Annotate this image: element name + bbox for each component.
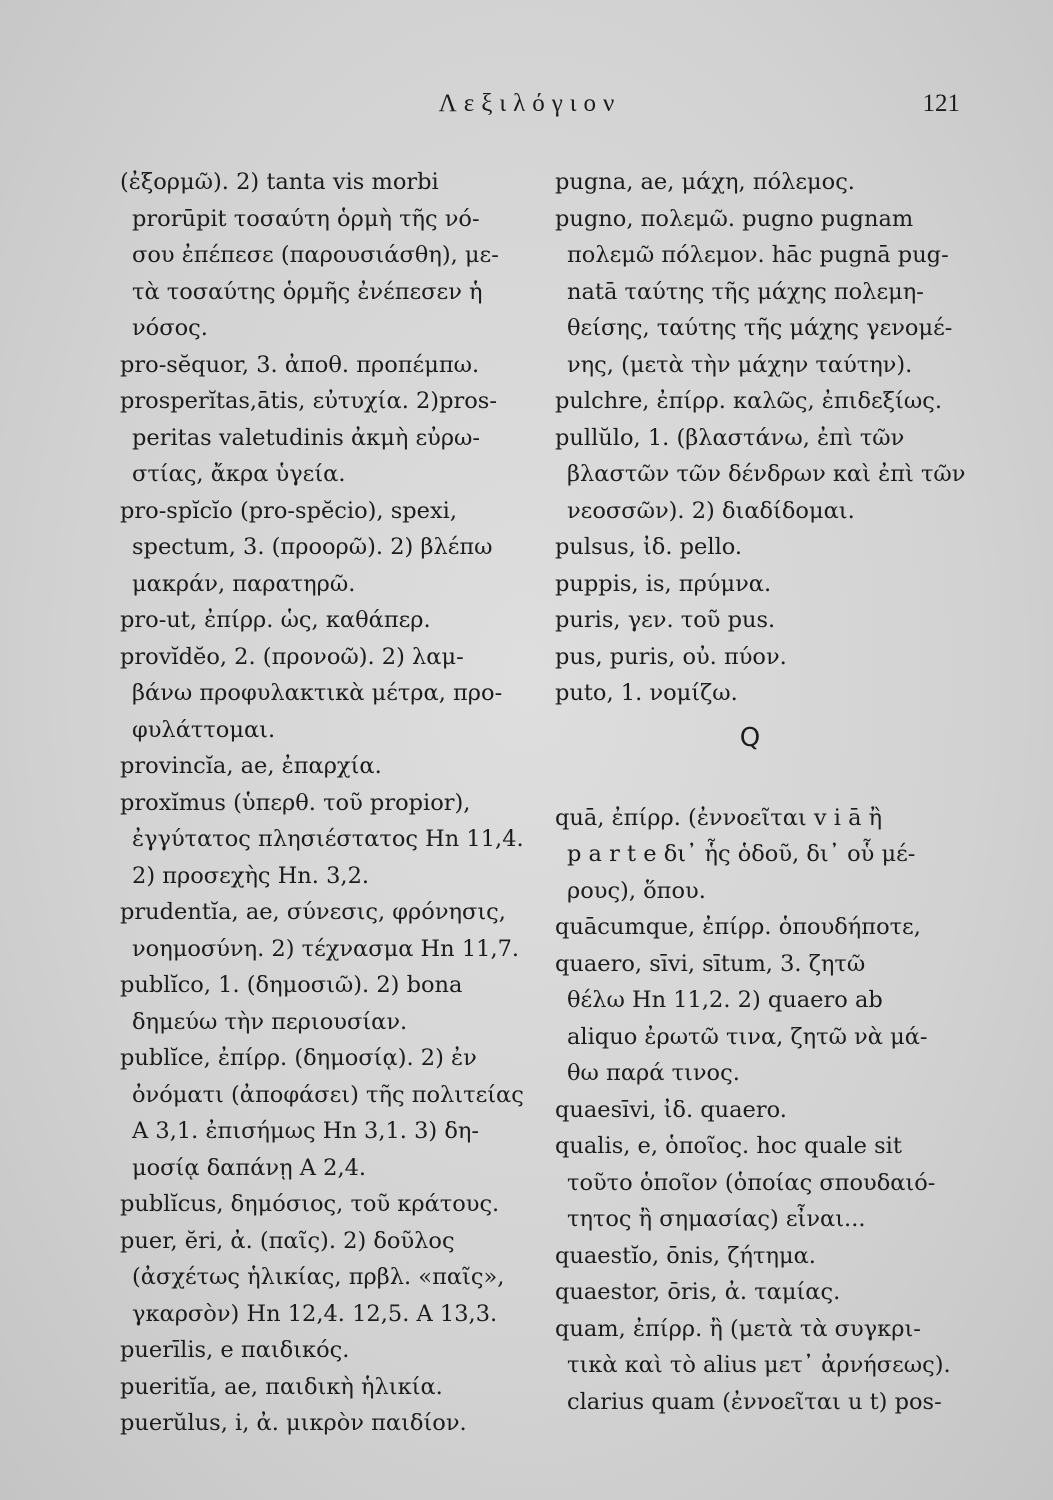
entry-line: puris, γεν. τοῦ pus. — [555, 607, 776, 633]
entry-line: pro-sĕquor, 3. ἀποθ. προπέμπω. — [120, 351, 480, 378]
entry-line: pro-spĭcĭo (pro-spĕcio), spexi, — [120, 497, 458, 524]
entry-line: pulchre, ἐπίρρ. καλῶς, ἐπιδεξίως. — [555, 388, 942, 414]
entry-line: provĭdĕo, 2. (προνοῶ). 2) λαμ- — [120, 643, 464, 670]
text-line: μοσίᾳ δαπάνῃ A 2,4. — [132, 1154, 367, 1181]
text-line: τικὰ καὶ τὸ alius μετ᾽ ἀρνήσεως). — [567, 1352, 951, 1378]
right-column — [555, 164, 975, 1420]
entry-line: puerŭlus, i, ἀ. μικρὸν παιδίον. — [120, 1410, 467, 1436]
entry-line: provincĭa, ae, ἐπαρχία. — [120, 753, 382, 779]
text-line: γκαρσὸν) Hn 12,4. 12,5. A 13,3. — [132, 1300, 498, 1327]
text-line: τὰ τοσαύτης ὁρμῆς ἐνέπεσεν ἡ — [132, 278, 483, 305]
page-number: 121 — [922, 90, 960, 117]
entry-line: publĭco, 1. (δημοσιῶ). 2) bona — [120, 972, 463, 998]
text-line: ἐγγύτατος πλησιέστατος Hn 11,4. — [132, 826, 524, 852]
text-line: τοῦτο ὁποῖον (ὁποίας σπουδαιό- — [567, 1169, 936, 1196]
entry-line: prosperĭtas,ātis, εὐτυχία. 2)pros- — [120, 388, 497, 414]
text-line: νεοσσῶν). 2) διαδίδομαι. — [567, 497, 855, 524]
running-header-title: Λεξιλόγιον — [438, 90, 622, 117]
text-line: aliquo ἐρωτῶ τινα, ζητῶ νὰ μά- — [567, 1023, 928, 1050]
text-line: 2) προσεχὴς Hn. 3,2. — [132, 862, 370, 889]
entry-line: quaestĭo, ōnis, ζήτημα. — [555, 1242, 816, 1269]
text-line: θω παρά τινος. — [567, 1060, 740, 1086]
left-column — [120, 164, 535, 1442]
section-spacer — [555, 764, 975, 800]
text-line: ὀνόματι (ἀποφάσει) τῆς πολιτείας — [132, 1081, 524, 1108]
text-line: (ἐξορμῶ). 2) tanta vis morbi — [120, 169, 439, 195]
text-line: σου ἐπέπεσε (παρουσιάσθη), με- — [132, 242, 499, 268]
entry-line: publĭce, ἐπίρρ. (δημοσίᾳ). 2) ἐν — [120, 1045, 477, 1071]
entry-line: puto, 1. νομίζω. — [555, 680, 738, 706]
text-line: A 3,1. ἐπισήμως Hn 3,1. 3) δη- — [132, 1118, 479, 1144]
text-line: spectum, 3. (προορῶ). 2) βλέπω — [132, 534, 493, 560]
text-line: βλαστῶν τῶν δένδρων καὶ ἐπὶ τῶν — [567, 461, 966, 487]
text-line: βάνω προφυλακτικὰ μέτρα, προ- — [132, 680, 503, 706]
entry-line: pus, puris, οὐ. πύον. — [555, 643, 787, 670]
text-line: πολεμῶ πόλεμον. hāc pugnā pug- — [567, 242, 949, 268]
text-line: θείσης, ταύτης τῆς μάχης γενομέ- — [567, 315, 953, 341]
entry-line: publĭcus, δημόσιος, τοῦ κράτους. — [120, 1191, 500, 1217]
entry-line: quam, ἐπίρρ. ἢ (μετὰ τὰ συγκρι- — [555, 1315, 921, 1342]
entry-line: puerīlis, e παιδικός. — [120, 1337, 350, 1363]
entry-line: quācumque, ἐπίρρ. ὁπουδήποτε, — [555, 914, 921, 940]
text-line: στίας, ἄκρα ὑγεία. — [132, 461, 346, 487]
text-line: p a r t e δι᾽ ἧς ὁδοῦ, δι᾽ οὗ μέ- — [567, 841, 916, 867]
text-line: νόσος. — [132, 315, 208, 341]
entry-line: puer, ĕri, ἀ. (παῖς). 2) δοῦλος — [120, 1227, 455, 1254]
text-line: θέλω Hn 11,2. 2) quaero ab — [567, 987, 883, 1013]
section-letter-heading: Q — [739, 722, 761, 753]
entry-line: proxĭmus (ὑπερθ. τοῦ propior), — [120, 789, 471, 816]
text-line: νης, (μετὰ τὴν μάχην ταύτην). — [567, 351, 913, 378]
text-line: μακράν, παρατηρῶ. — [132, 570, 356, 597]
entry-line: quā, ἐπίρρ. (ἐννοεῖται v i ā ἢ — [555, 804, 883, 831]
entry-line: prudentĭa, ae, σύνεσις, φρόνησις, — [120, 899, 506, 925]
text-line: δημεύω τὴν περιουσίαν. — [132, 1008, 408, 1035]
entry-line: puppis, is, πρύμνα. — [555, 570, 772, 597]
text-line: ρους), ὅπου. — [567, 877, 706, 904]
entry-line: pro-ut, ἐπίρρ. ὡς, καθάπερ. — [120, 607, 431, 633]
entry-line: quaero, sīvi, sītum, 3. ζητῶ — [555, 950, 866, 977]
text-line: φυλάττομαι. — [132, 716, 276, 743]
text-line: peritas valetudinis ἀκμὴ εὐρω- — [132, 424, 481, 451]
text-line: clarius quam (ἐννοεῖται u t) pos- — [567, 1388, 942, 1415]
text-line: natā ταύτης τῆς μάχης πολεμη- — [567, 278, 924, 305]
entry-line: qualis, e, ὁποῖος. hoc quale sit — [555, 1133, 902, 1159]
text-line: (ἀσχέτως ἡλικίας, πρβλ. «παῖς», — [132, 1264, 505, 1290]
entry-line: quaestor, ōris, ἀ. ταμίας. — [555, 1279, 841, 1305]
entry-line: quaesīvi, ἰδ. quaero. — [555, 1096, 787, 1123]
entry-line: pueritĭa, ae, παιδικὴ ἡλικία. — [120, 1373, 443, 1400]
text-line: τητος ἢ σημασίας) εἶναι... — [567, 1206, 866, 1232]
entry-line: pugna, ae, μάχη, πόλεμος. — [555, 169, 855, 195]
entry-line: pullŭlo, 1. (βλαστάνω, ἐπὶ τῶν — [555, 424, 905, 451]
text-line: prorūpit τοσαύτη ὁρμὴ τῆς νό- — [132, 205, 480, 232]
entry-line: pulsus, ἰδ. pello. — [555, 534, 743, 560]
entry-line: pugno, πολεμῶ. pugno pugnam — [555, 205, 914, 232]
text-line: νοημοσύνη. 2) τέχνασμα Hn 11,7. — [132, 935, 520, 962]
